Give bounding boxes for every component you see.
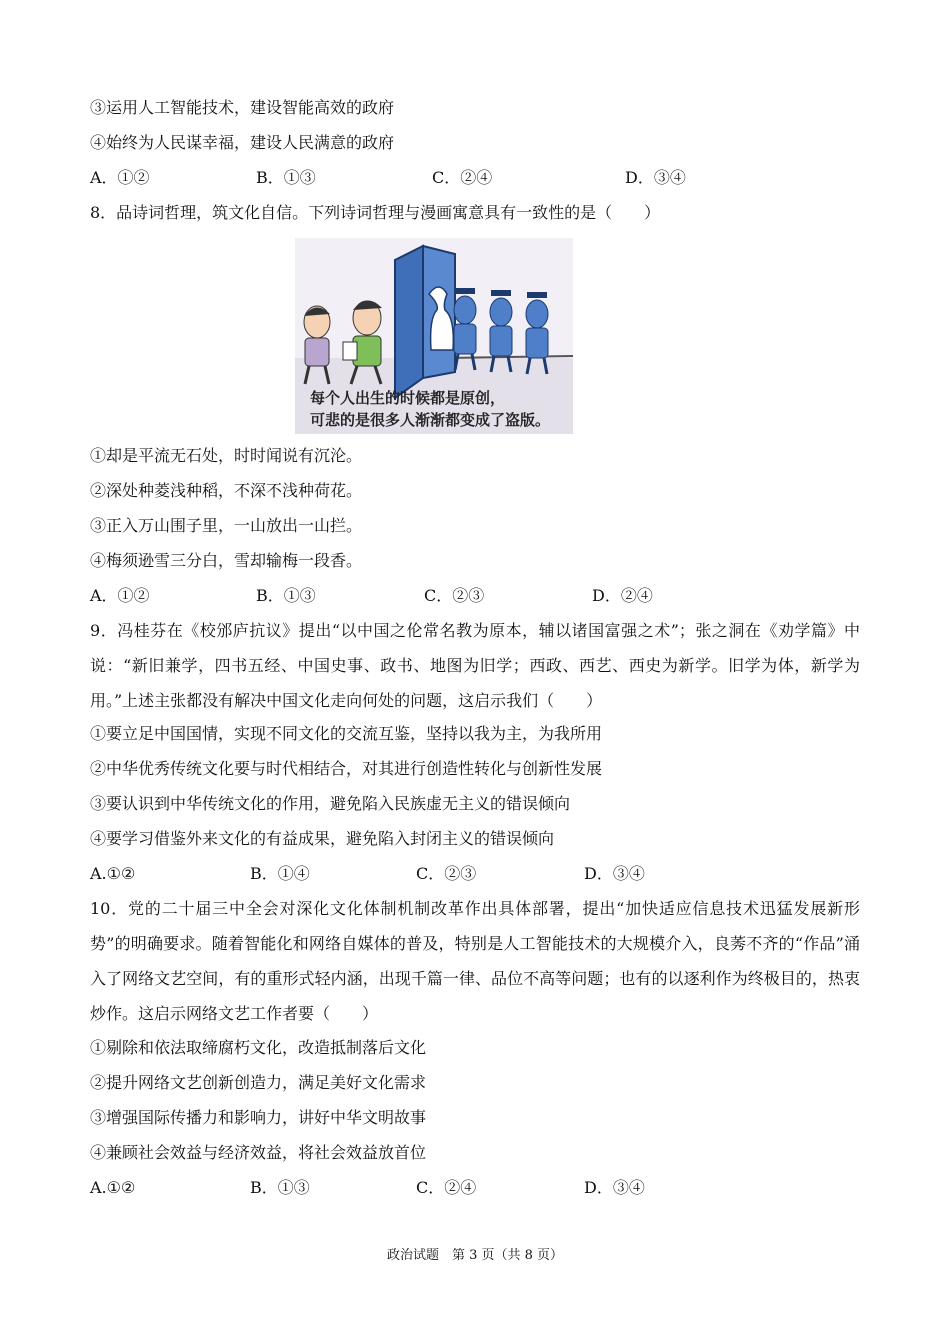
q8-item-2: ②深处种菱浅种稻，不深不浅种荷花。 bbox=[90, 481, 363, 500]
q10-item-3: ③增强国际传播力和影响力，讲好中华文明故事 bbox=[90, 1108, 427, 1127]
q8-item-4: ④梅须逊雪三分白，雪却输梅一段香。 bbox=[90, 551, 363, 570]
q8-option-c: C．②③ bbox=[424, 586, 485, 605]
q10-item-4: ④兼顾社会效益与经济效益，将社会效益放首位 bbox=[90, 1143, 427, 1162]
q7-item-4: ④始终为人民谋幸福，建设人民满意的政府 bbox=[90, 133, 395, 152]
q9-stem: 9．冯桂芬在《校邠庐抗议》提出“以中国之伦常名教为原本，辅以诸国富强之术”；张之洞在《劝学篇》中说：“新旧兼学，四书五经、中国史事、政书、地图为旧学；西政、西艺、西史为新学。旧学为体，新学为用。”上述主张都没有解决中国文化走向何处的问题，这启示我们（ ） bbox=[90, 621, 860, 710]
q10-item-1: ①剔除和依法取缔腐朽文化，改造抵制落后文化 bbox=[90, 1038, 427, 1057]
q8-item-3: ③正入万山围子里，一山放出一山拦。 bbox=[90, 516, 363, 535]
q10-option-b: B．①③ bbox=[250, 1178, 310, 1197]
q8-option-b: B．①③ bbox=[256, 586, 316, 605]
q8-stem: 8．品诗词哲理，筑文化自信。下列诗词哲理与漫画寓意具有一致性的是（ ） bbox=[90, 203, 661, 222]
q8-item-1: ①却是平流无石处，时时闻说有沉沦。 bbox=[90, 446, 363, 465]
q10-option-d: D．③④ bbox=[584, 1178, 645, 1197]
page-footer: 政治试题 第 3 页（共 8 页） bbox=[386, 1248, 564, 1263]
q10-item-2: ②提升网络文艺创新创造力，满足美好文化需求 bbox=[90, 1073, 427, 1092]
q7-option-a: A．①② bbox=[90, 168, 150, 187]
q10-option-a: A.①② bbox=[90, 1178, 136, 1197]
q9-item-3: ③要认识到中华传统文化的作用，避免陷入民族虚无主义的错误倾向 bbox=[90, 794, 571, 813]
q9-option-b: B．①④ bbox=[250, 864, 310, 883]
q9-item-1: ①要立足中国国情，实现不同文化的交流互鉴，坚持以我为主，为我所用 bbox=[90, 724, 603, 743]
q9-option-c: C．②③ bbox=[416, 864, 477, 883]
cartoon-caption-line-2: 可悲的是很多人渐渐都变成了盗版。 bbox=[310, 411, 551, 429]
q9-option-d: D．③④ bbox=[584, 864, 645, 883]
q9-item-2: ②中华优秀传统文化要与时代相结合，对其进行创造性转化与创新性发展 bbox=[90, 759, 603, 778]
q7-item-3: ③运用人工智能技术，建设智能高效的政府 bbox=[90, 98, 395, 117]
q8-option-d: D．②④ bbox=[592, 586, 653, 605]
q7-option-d: D．③④ bbox=[625, 168, 686, 187]
q7-option-c: C．②④ bbox=[432, 168, 493, 187]
cartoon-caption-line-1: 每个人出生的时候都是原创， bbox=[310, 389, 506, 407]
q7-option-b: B．①③ bbox=[256, 168, 316, 187]
q9-option-a: A.①② bbox=[90, 864, 136, 883]
q9-item-4: ④要学习借鉴外来文化的有益成果，避免陷入封闭主义的错误倾向 bbox=[90, 829, 555, 848]
q10-option-c: C．②④ bbox=[416, 1178, 477, 1197]
q10-stem: 10．党的二十届三中全会对深化文化体制机制改革作出具体部署，提出“加快适应信息技术迅猛发展新形势”的明确要求。随着智能化和网络自媒体的普及，特别是人工智能技术的大规模介入，良莠不齐的“作品”涌入了网络文艺空间，有的重形式轻内涵，出现千篇一律、品位不高等问题；也有的以逐利作为终极目的，热衷炒作。这启示网络文艺工作者要（ ） bbox=[90, 899, 860, 1023]
q8-option-a: A．①② bbox=[90, 586, 150, 605]
